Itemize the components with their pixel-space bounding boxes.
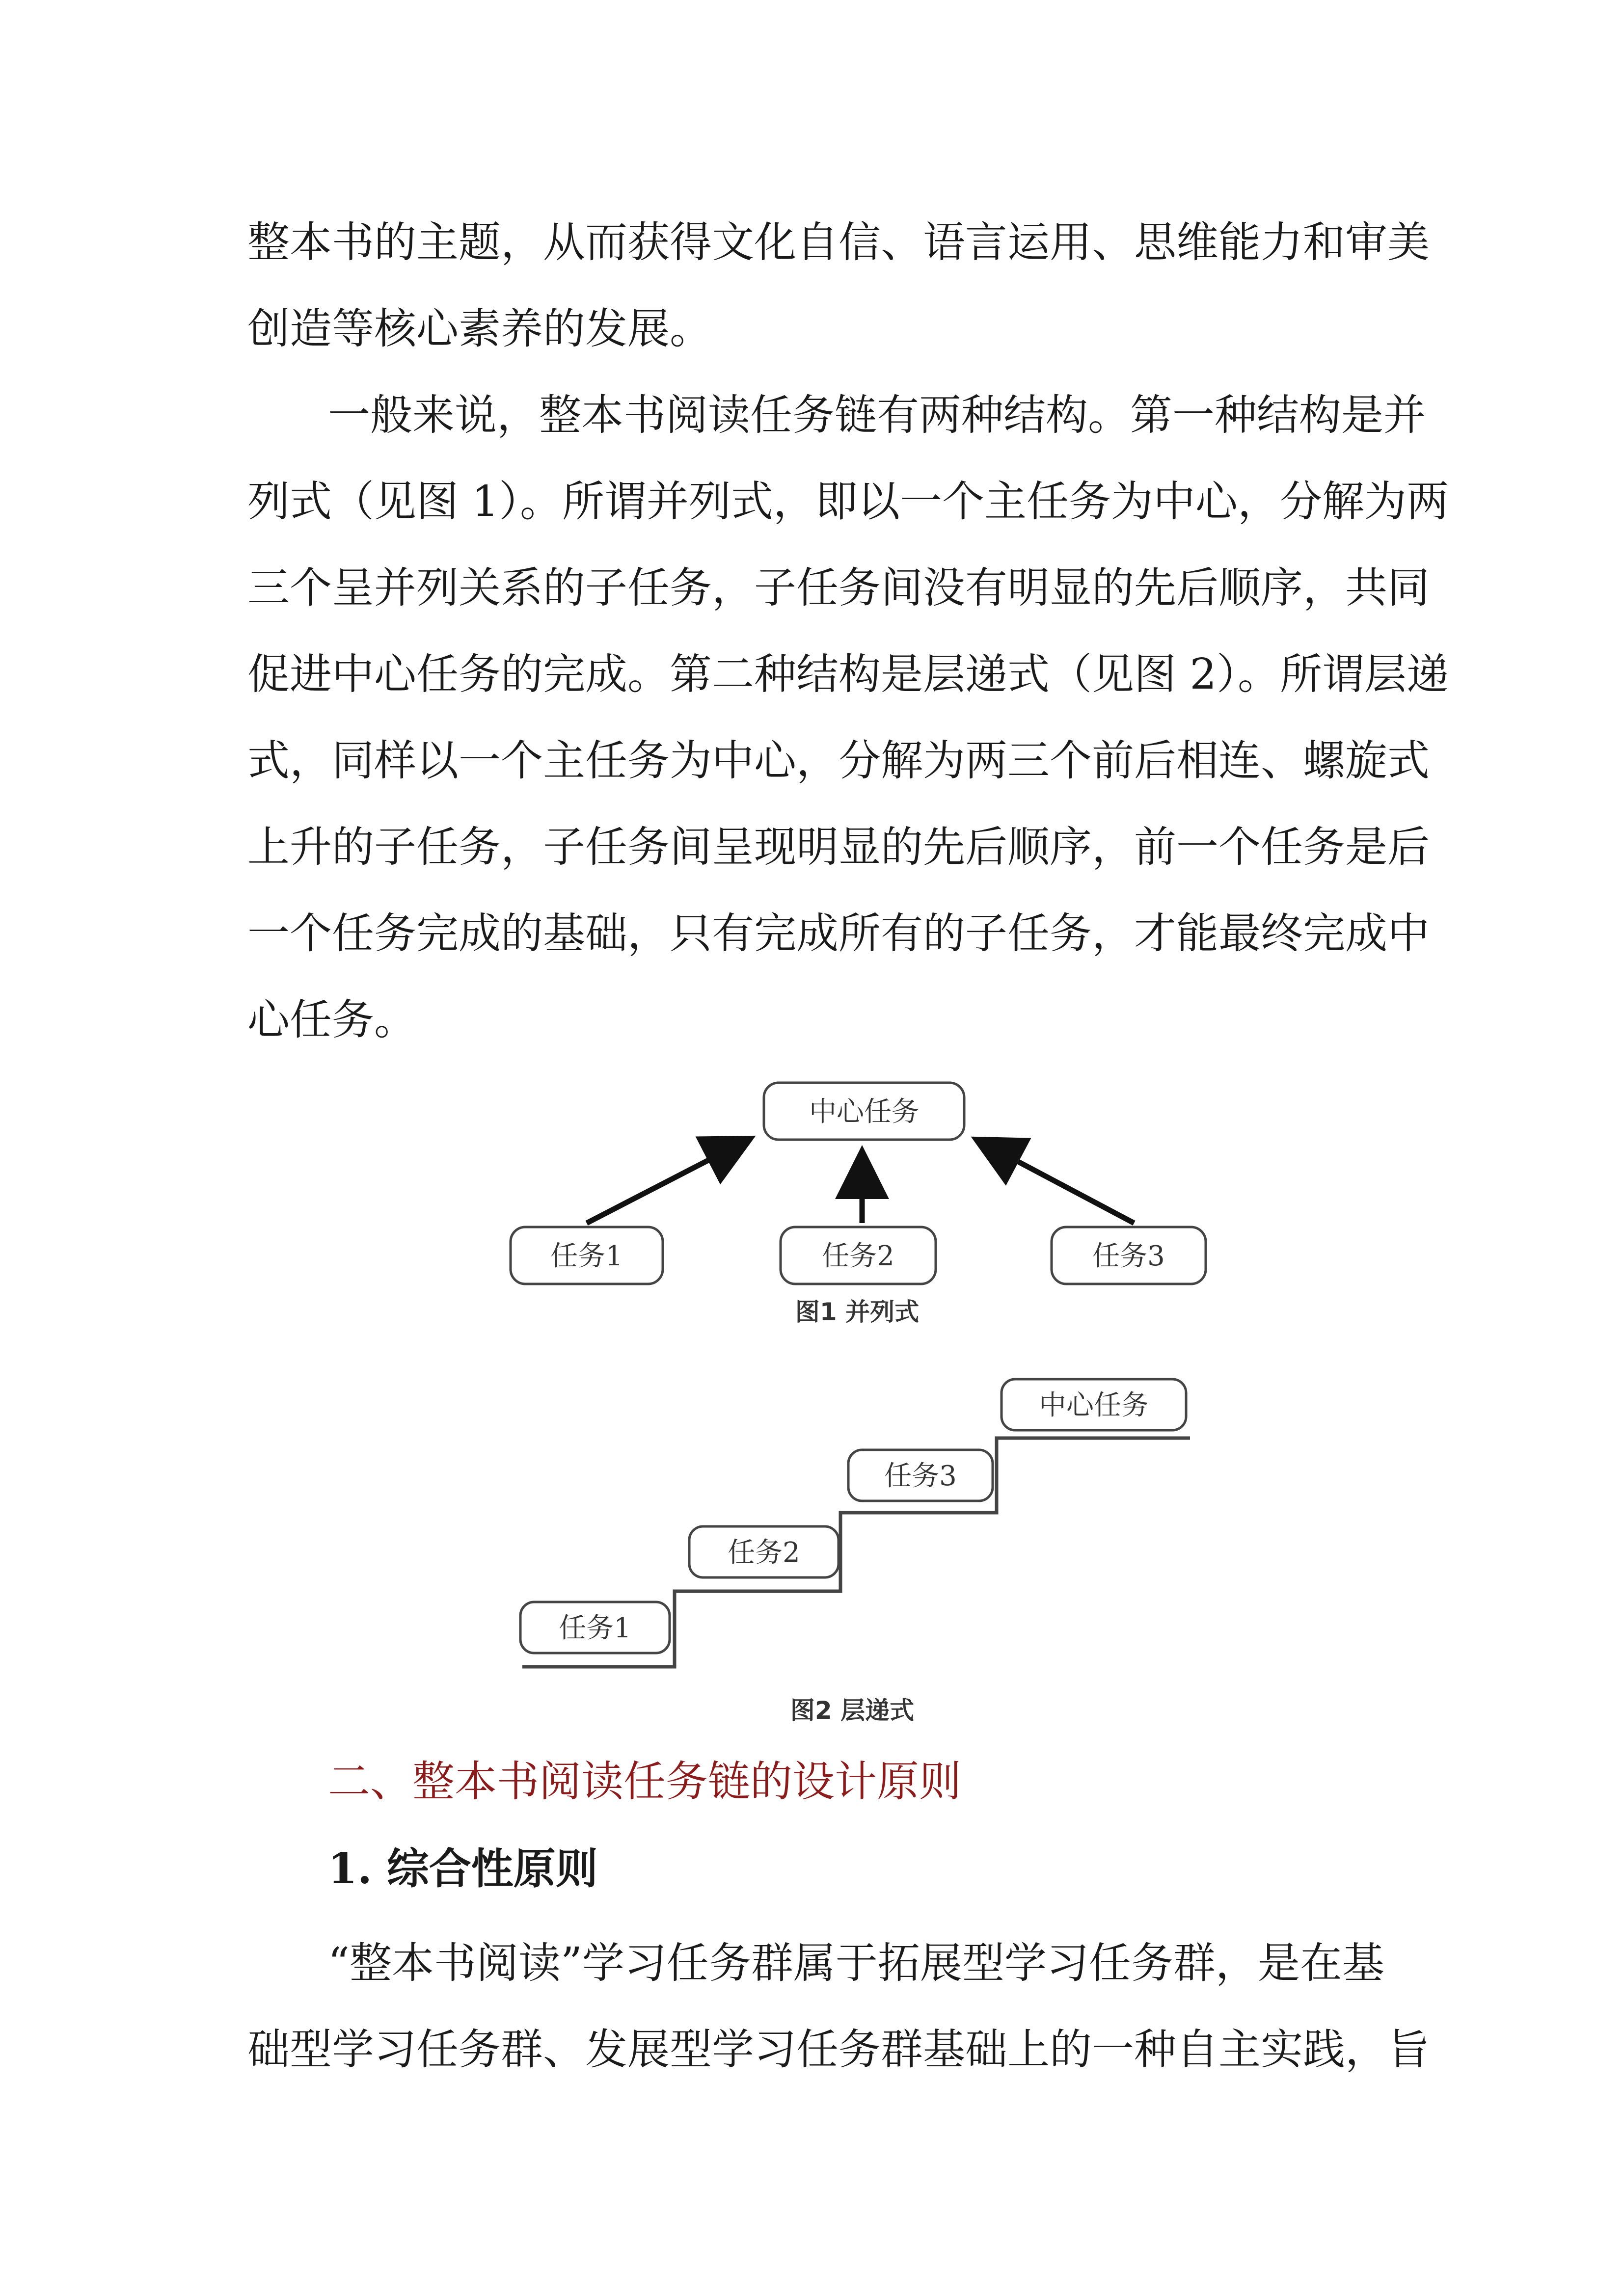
- center-task-label: 中心任务: [809, 1096, 919, 1128]
- task-3-label: 任务3: [1092, 1240, 1165, 1272]
- figure-2-stepwise-diagram: [520, 1379, 1190, 1725]
- figure-2-caption: 图2 层递式: [790, 1696, 915, 1725]
- figure-1-caption: 图1 并列式: [795, 1298, 920, 1326]
- text-line: 一般来说，整本书阅读任务链有两种结构。第一种结构是并: [328, 391, 1426, 440]
- figure-1-parallel-diagram: [511, 1083, 1206, 1326]
- text-line: 式，同样以一个主任务为中心，分解为两三个前后相连、螺旋式: [247, 736, 1430, 785]
- task-2-label: 任务2: [822, 1240, 894, 1272]
- step-task-3-label: 任务3: [884, 1460, 957, 1492]
- task-1-label: 任务1: [550, 1240, 623, 1272]
- step-center-task-label: 中心任务: [1039, 1389, 1149, 1421]
- text-line: 创造等核心素养的发展。: [247, 304, 712, 353]
- arrow-task1-to-center: [587, 1141, 746, 1223]
- text-line: 三个呈并列关系的子任务，子任务间没有明显的先后顺序，共同: [247, 563, 1430, 613]
- text-line: 促进中心任务的完成。第二种结构是层递式（见图 2）。所谓层递: [247, 650, 1449, 699]
- text-line: 心任务。: [247, 995, 416, 1044]
- text-line: 整本书的主题，从而获得文化自信、语言运用、思维能力和审美: [247, 218, 1430, 267]
- subsection-heading: 1. 综合性原则: [328, 1844, 598, 1894]
- text-line: “整本书阅读”学习任务群属于拓展型学习任务群，是在基: [328, 1939, 1384, 1988]
- text-line: 列式（见图 1）。所谓并列式，即以一个主任务为中心，分解为两: [247, 477, 1449, 526]
- step-task-2-label: 任务2: [728, 1537, 800, 1569]
- text-line: 一个任务完成的基础，只有完成所有的子任务，才能最终完成中: [247, 909, 1430, 958]
- paragraph-3: [247, 1920, 1430, 2093]
- step-task-1-label: 任务1: [559, 1612, 631, 1644]
- text-line: 上升的子任务，子任务间呈现明显的先后顺序，前一个任务是后: [247, 823, 1430, 872]
- arrow-task3-to-center: [980, 1142, 1134, 1223]
- text-line: 础型学习任务群、发展型学习任务群基础上的一种自主实践，旨: [247, 2025, 1430, 2074]
- section-heading: 二、整本书阅读任务链的设计原则: [328, 1757, 961, 1806]
